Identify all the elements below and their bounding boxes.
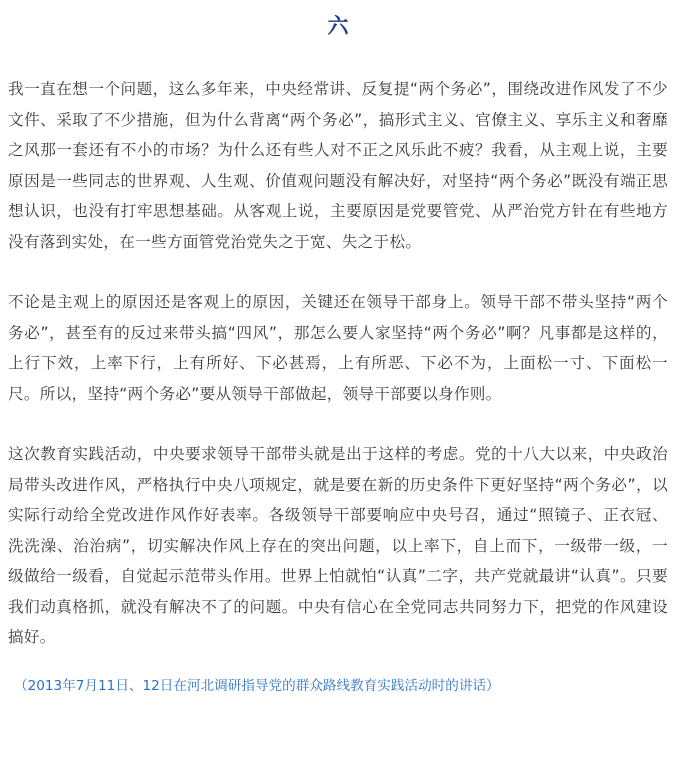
paragraph-1: 我一直在想一个问题，这么多年来，中央经常讲、反复提“两个务必”，围绕改进作风发了不少文件、采取了不少措施，但为什么背离“两个务必”，搞形式主义、官僚主义、享乐主义和奢靡之风那一套还有不小的市场？为什么还有些人对不正之风乐此不疲？我看，从主观上说，主要原因是一些同志的世界观、人生观、价值观问题没有解决好，对坚持“两个务必”既没有端正思想认识，也没有打牢思想基础。从客观上说，主要原因是党要管党、从严治党方针在有些地方没有落到实处，在一些方面管党治党失之于宽、失之于松。 [8,80,668,251]
article [8,12,668,697]
paragraph-3: 这次教育实践活动，中央要求领导干部带头就是出于这样的考虑。党的十八大以来，中央政治局带头改进作风，严格执行中央八项规定，就是要在新的历史条件下更好坚持“两个务必”，以实际行动给全党改进作风作好表率。各级领导干部要响应中央号召，通过“照镜子、正衣冠、洗洗澡、治治病”，切实解决作风上存在的突出问题，以上率下，自上而下，一级带一级，一级做给一级看，自觉起示范带头作用。世界上怕就怕“认真”二字，共产党就最讲“认真”。只要我们动真格抓，就没有解决不了的问题。中央有信心在全党同志共同努力下，把党的作风建设搞好。 [8,445,668,646]
section-number-heading: 六 [327,14,349,38]
paragraph-2: 不论是主观上的原因还是客观上的原因，关键还在领导干部身上。领导干部不带头坚持“两个务必”，甚至有的反过来带头搞“四风”，那怎么要人家坚持“两个务必”啊？凡事都是这样的，上行下效，上率下行，上有所好、下必甚焉，上有所恶、下必不为，上面松一寸、下面松一尺。所以，坚持“两个务必”要从领导干部做起，领导干部要以身作则。 [8,293,668,403]
source-note: （2013年7月11日、12日在河北调研指导党的群众路线教育实践活动时的讲话） [14,677,500,694]
